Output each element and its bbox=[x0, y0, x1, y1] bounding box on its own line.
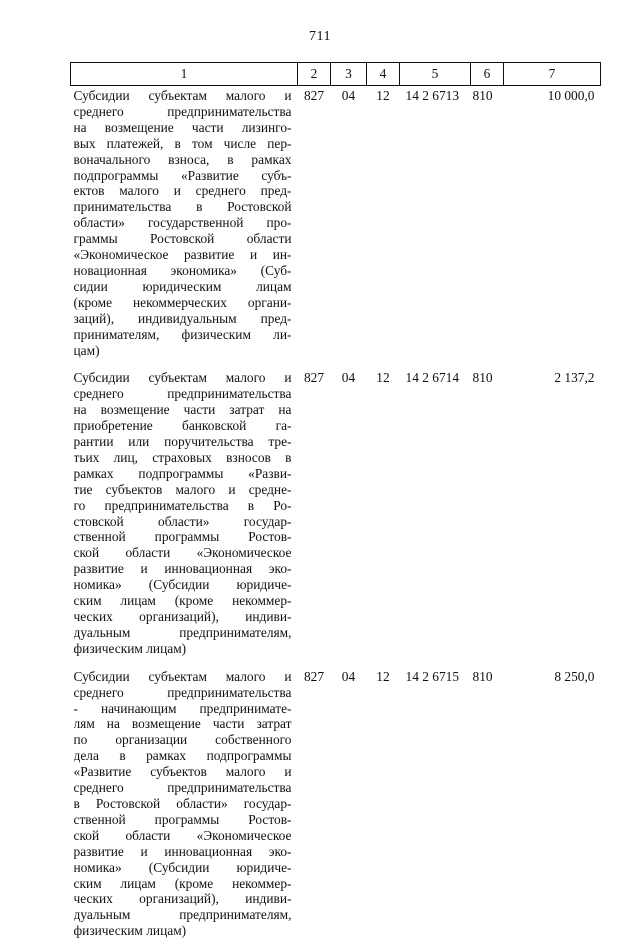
expense-type-code: 810 bbox=[471, 368, 504, 666]
table-header-row bbox=[71, 63, 601, 86]
column-header: 5 bbox=[400, 63, 471, 86]
amount-value: 8 250,0 bbox=[504, 667, 601, 949]
description-line: ектов малого и среднего пред- bbox=[74, 183, 292, 199]
row-description bbox=[71, 667, 298, 949]
description-line: го предпринимательства в Ро- bbox=[74, 498, 292, 514]
amount-value: 10 000,0 bbox=[504, 86, 601, 369]
description-line: «Развитие субъектов малого и bbox=[74, 764, 292, 780]
description-line: по организации собственного bbox=[74, 732, 292, 748]
row-description bbox=[71, 86, 298, 369]
description-line: стовской области» государ- bbox=[74, 514, 292, 530]
subsection-code: 12 bbox=[367, 667, 400, 949]
ministry-code: 827 bbox=[298, 86, 331, 369]
description-line: на возмещение части затрат на bbox=[74, 402, 292, 418]
description-line: ческих организаций), индиви- bbox=[74, 609, 292, 625]
description-line: ской области «Экономическое bbox=[74, 545, 292, 561]
description-line: приобретение банковской га- bbox=[74, 418, 292, 434]
description-line: среднего предпринимательства bbox=[74, 386, 292, 402]
description-line: принимательства в Ростовской bbox=[74, 199, 292, 215]
target-item-code: 14 2 6713 bbox=[400, 86, 471, 369]
description-line: в Ростовской области» государ- bbox=[74, 796, 292, 812]
description-line: физическим лицам) bbox=[74, 923, 292, 939]
row-description bbox=[71, 368, 298, 666]
description-line: среднего предпринимательства bbox=[74, 685, 292, 701]
column-header: 7 bbox=[504, 63, 601, 86]
description-line: вых платежей, в том числе пер- bbox=[74, 136, 292, 152]
amount-value: 2 137,2 bbox=[504, 368, 601, 666]
column-header: 1 bbox=[71, 63, 298, 86]
column-header: 4 bbox=[367, 63, 400, 86]
description-line: ственной программы Ростов- bbox=[74, 529, 292, 545]
description-line: тьих лиц, страховых взносов в bbox=[74, 450, 292, 466]
table-row bbox=[71, 86, 601, 369]
description-line: цам) bbox=[74, 343, 292, 359]
section-code: 04 bbox=[331, 368, 367, 666]
description-line: дуальным предпринимателям, bbox=[74, 907, 292, 923]
target-item-code: 14 2 6714 bbox=[400, 368, 471, 666]
description-line: граммы Ростовской области bbox=[74, 231, 292, 247]
description-line: ской области «Экономическое bbox=[74, 828, 292, 844]
description-line: тие субъектов малого и средне- bbox=[74, 482, 292, 498]
description-line: - начинающим предпринимате- bbox=[74, 701, 292, 717]
description-line: области» государственной про- bbox=[74, 215, 292, 231]
description-line: заций), индивидуальным пред- bbox=[74, 311, 292, 327]
description-line: физическим лицам) bbox=[74, 641, 292, 657]
expense-type-code: 810 bbox=[471, 86, 504, 369]
description-line: на возмещение части лизинго- bbox=[74, 120, 292, 136]
description-line: Субсидии субъектам малого и bbox=[74, 88, 292, 104]
description-line: лям на возмещение части затрат bbox=[74, 716, 292, 732]
subsection-code: 12 bbox=[367, 86, 400, 369]
description-line: дуальным предпринимателям, bbox=[74, 625, 292, 641]
description-line: (кроме некоммерческих органи- bbox=[74, 295, 292, 311]
ministry-code: 827 bbox=[298, 667, 331, 949]
table-row bbox=[71, 667, 601, 949]
description-line: принимателям, физическим ли- bbox=[74, 327, 292, 343]
description-line: развитие и инновационная эко- bbox=[74, 561, 292, 577]
column-header: 3 bbox=[331, 63, 367, 86]
description-line: номика» (Субсидии юридиче- bbox=[74, 577, 292, 593]
description-line: дела в рамках подпрограммы bbox=[74, 748, 292, 764]
description-line: Субсидии субъектам малого и bbox=[74, 370, 292, 386]
column-header: 2 bbox=[298, 63, 331, 86]
budget-table bbox=[70, 62, 601, 949]
table-row bbox=[71, 368, 601, 666]
description-line: ским лицам (кроме некоммер- bbox=[74, 876, 292, 892]
description-line: развитие и инновационная эко- bbox=[74, 844, 292, 860]
target-item-code: 14 2 6715 bbox=[400, 667, 471, 949]
description-line: ственной программы Ростов- bbox=[74, 812, 292, 828]
column-header: 6 bbox=[471, 63, 504, 86]
description-line: среднего предпринимательства bbox=[74, 780, 292, 796]
section-code: 04 bbox=[331, 667, 367, 949]
section-code: 04 bbox=[331, 86, 367, 369]
description-line: воначального взноса, в рамках bbox=[74, 152, 292, 168]
description-line: рамках подпрограммы «Разви- bbox=[74, 466, 292, 482]
ministry-code: 827 bbox=[298, 368, 331, 666]
description-line: ческих организаций), индиви- bbox=[74, 891, 292, 907]
description-line: новационная экономика» (Суб- bbox=[74, 263, 292, 279]
subsection-code: 12 bbox=[367, 368, 400, 666]
description-line: среднего предпринимательства bbox=[74, 104, 292, 120]
description-line: сидии юридическим лицам bbox=[74, 279, 292, 295]
description-line: рантии или поручительства тре- bbox=[74, 434, 292, 450]
table-body bbox=[71, 86, 601, 949]
description-line: номика» (Субсидии юридиче- bbox=[74, 860, 292, 876]
description-line: подпрограммы «Развитие субъ- bbox=[74, 168, 292, 184]
description-line: ским лицам (кроме некоммер- bbox=[74, 593, 292, 609]
expense-type-code: 810 bbox=[471, 667, 504, 949]
description-line: «Экономическое развитие и ин- bbox=[74, 247, 292, 263]
page-number: 711 bbox=[0, 29, 640, 45]
description-line: Субсидии субъектам малого и bbox=[74, 669, 292, 685]
